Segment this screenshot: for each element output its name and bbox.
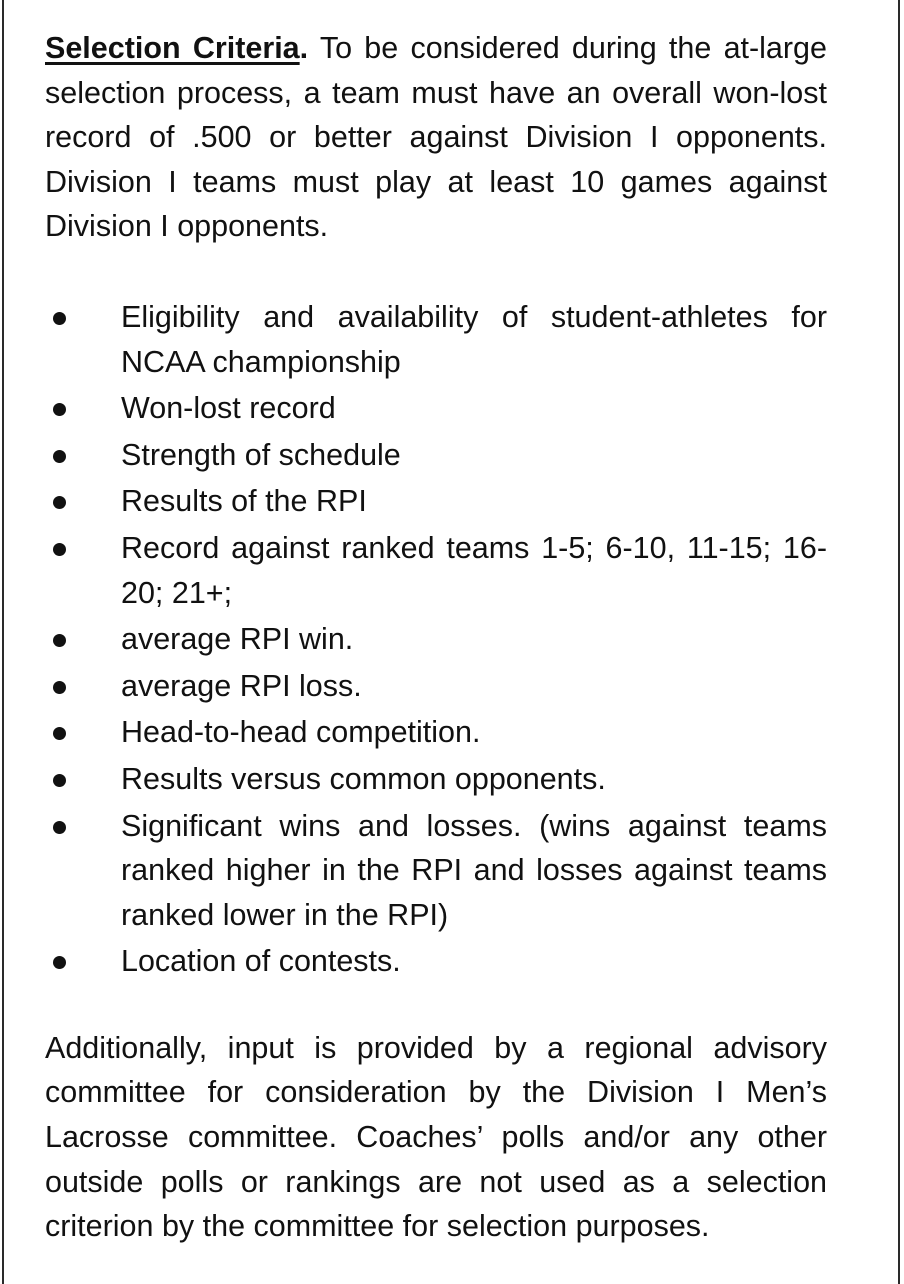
criteria-list <box>45 295 827 984</box>
criterion-text: Strength of schedule <box>121 437 401 472</box>
intro-text: To be considered during the at-large selection process, a team must have an overall won-lost record of .500 or better against Division I opponents. Division I teams must play at least 10 games against Division I opponents. <box>45 31 827 244</box>
bullet-icon <box>53 956 66 969</box>
bullet-icon <box>53 312 66 325</box>
criterion-text: average RPI win. <box>121 622 354 657</box>
bullet-icon <box>53 403 66 416</box>
list-item <box>45 526 827 615</box>
closing-paragraph: Additionally, input is provided by a regional advisory committee for consideration by the Division I Men’s Lacrosse committee. Coaches’ polls and/or any other outside polls or rankings are not used as a selection criterion by the committee for selection purposes. <box>45 1030 827 1244</box>
document-body <box>45 26 827 1249</box>
bullet-icon <box>53 727 66 740</box>
criterion-text: Head-to-head competition. <box>121 715 481 750</box>
list-item <box>45 664 827 709</box>
criterion-text: Record against ranked teams 1-5; 6-10, 11-15; 16-20; 21+; <box>121 530 827 610</box>
bullet-icon <box>53 634 66 647</box>
list-item <box>45 939 827 984</box>
section-heading: Selection Criteria <box>45 31 300 65</box>
criterion-text: Significant wins and losses. (wins against teams ranked higher in the RPI and losses against teams ranked lower in the RPI) <box>121 808 827 932</box>
heading-period: . <box>299 31 309 65</box>
bullet-icon <box>53 450 66 463</box>
list-item <box>45 757 827 802</box>
criterion-text: Won-lost record <box>121 391 336 426</box>
list-item <box>45 386 827 431</box>
bullet-icon <box>53 774 66 787</box>
list-item <box>45 295 827 384</box>
list-item <box>45 617 827 662</box>
criterion-text: Location of contests. <box>121 944 401 979</box>
criterion-text: Results versus common opponents. <box>121 761 606 796</box>
bullet-icon <box>53 543 66 556</box>
bullet-icon <box>53 681 66 694</box>
bullet-icon <box>53 821 66 834</box>
criterion-text: Eligibility and availability of student-athletes for NCAA championship <box>121 299 827 379</box>
intro-paragraph <box>45 26 827 249</box>
bullet-icon <box>53 496 66 509</box>
criterion-text: average RPI loss. <box>121 668 362 703</box>
list-item <box>45 710 827 755</box>
list-item <box>45 479 827 524</box>
criterion-text: Results of the RPI <box>121 484 367 519</box>
list-item <box>45 433 827 478</box>
list-item <box>45 804 827 938</box>
